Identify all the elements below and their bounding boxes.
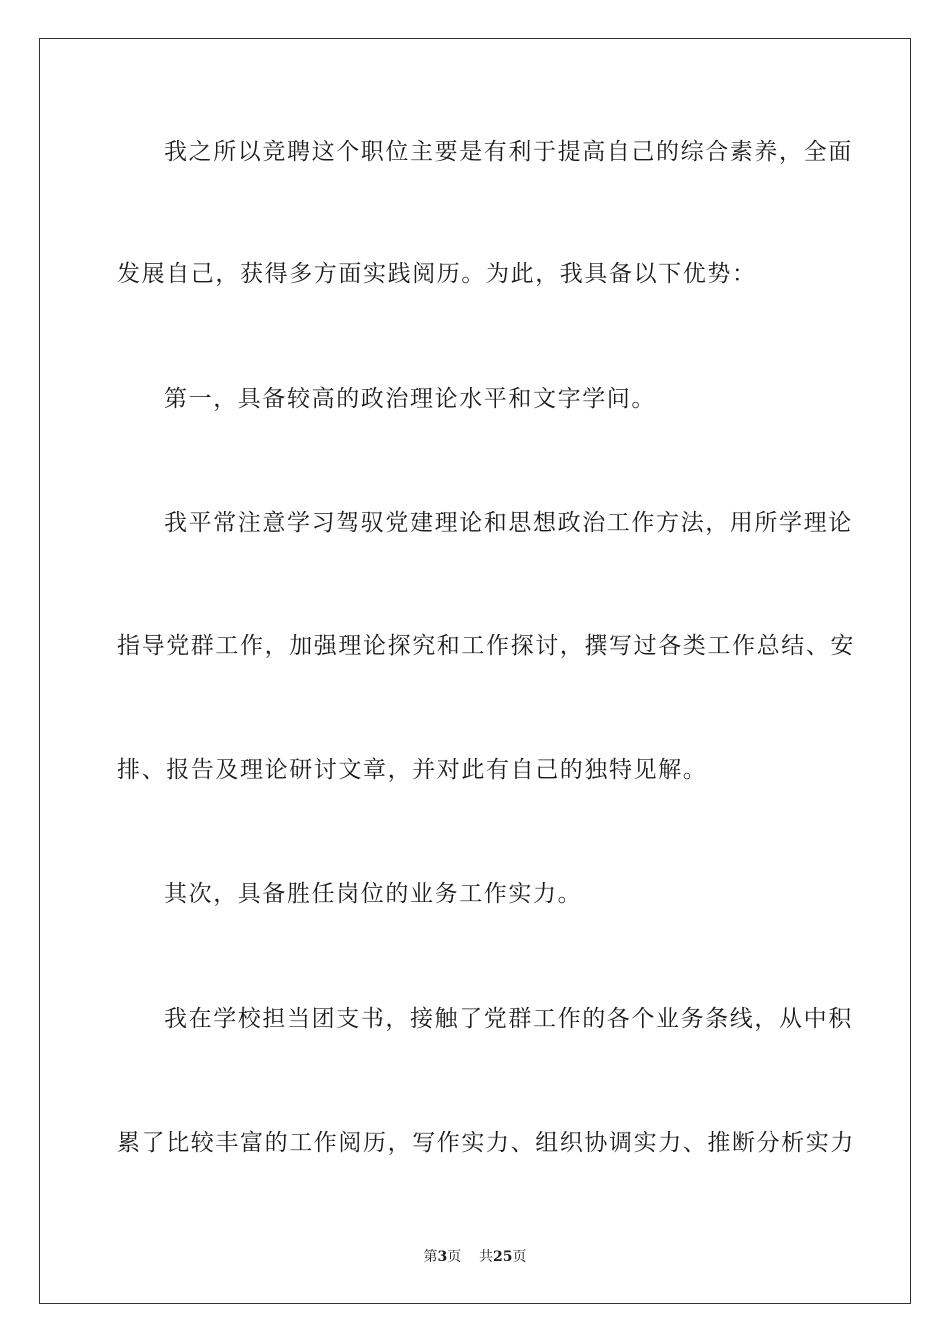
paragraph-line-9: 累了比较丰富的工作阅历，写作实力、组织协调实力、推断分析实力	[117, 1130, 855, 1156]
paragraph-line-5: 指导党群工作，加强理论探究和工作探讨，撰写过各类工作总结、安	[117, 633, 855, 659]
footer-total-pages: 25	[493, 1249, 513, 1265]
footer-page-prefix: 第	[423, 1249, 438, 1265]
footer-total-suffix: 页	[512, 1249, 527, 1265]
paragraph-line-6: 排、报告及理论研讨文章，并对此有自己的独特见解。	[117, 757, 708, 783]
paragraph-line-2: 发展自己，获得多方面实践阅历。为此，我具备以下优势：	[117, 261, 757, 287]
paragraph-line-1: 我之所以竞聘这个职位主要是有利于提高自己的综合素养，全面	[164, 139, 853, 165]
paragraph-line-4: 我平常注意学习驾驭党建理论和思想政治工作方法，用所学理论	[164, 510, 853, 536]
paragraph-line-3: 第一，具备较高的政治理论水平和文字学问。	[164, 386, 656, 412]
paragraph-line-7: 其次，具备胜任岗位的业务工作实力。	[164, 881, 583, 907]
page-border	[39, 38, 911, 1304]
footer-page-number: 3	[437, 1249, 448, 1265]
page-footer	[0, 1247, 950, 1267]
footer-page-suffix: 页	[447, 1249, 462, 1265]
paragraph-line-8: 我在学校担当团支书，接触了党群工作的各个业务条线，从中积	[164, 1006, 853, 1032]
footer-total-prefix: 共	[479, 1249, 494, 1265]
